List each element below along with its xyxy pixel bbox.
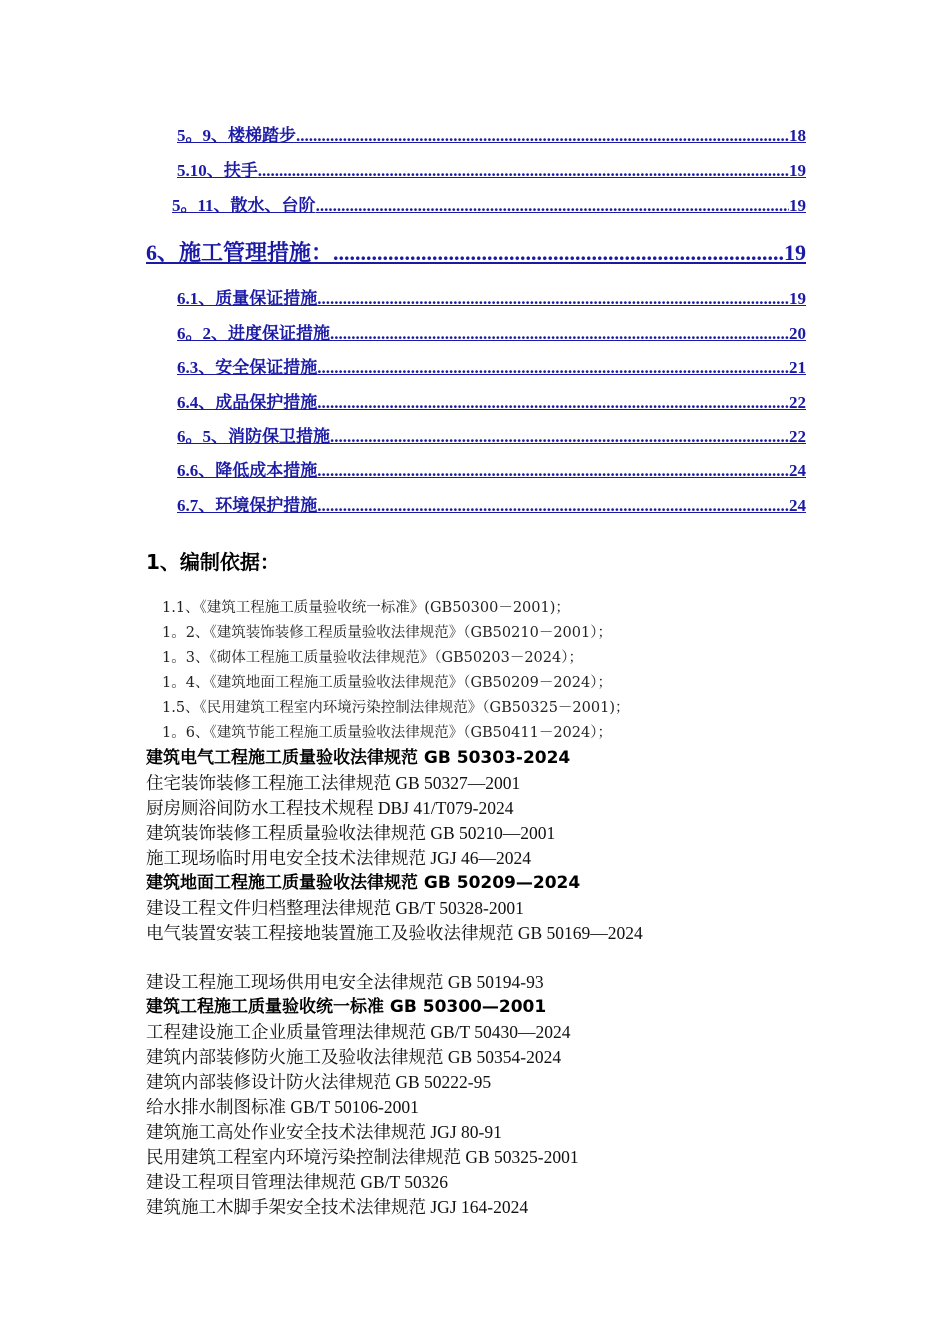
toc-entry-label: 6、施工管理措施： (146, 240, 334, 265)
toc-entry-label: 5。9、楼梯踏步 (177, 126, 296, 145)
toc-entry-label: 5.10、扶手 (177, 161, 258, 180)
standard-item: 住宅装饰装修工程施工法律规范 GB 50327—2001 (146, 773, 521, 793)
toc-entry-page: 22 (789, 427, 806, 446)
standard-item: 建设工程施工现场供用电安全法律规范 GB 50194-93 (146, 972, 544, 992)
toc-leader-dots (317, 287, 789, 311)
standard-item: 建筑电气工程施工质量验收法律规范 GB 50303-2024 (146, 748, 571, 768)
toc-entry-label: 6.7、环境保护措施 (177, 496, 318, 515)
basis-item: 1。6、《建筑节能工程施工质量验收法律规范》（GB50411－2024）； (162, 725, 612, 741)
standard-item: 施工现场临时用电安全技术法律规范 JGJ 46—2024 (146, 848, 532, 868)
standard-item: 建设工程文件归档整理法律规范 GB/T 50328-2001 (146, 898, 524, 918)
toc-entry-label: 6.3、安全保证措施 (177, 358, 318, 377)
basis-item: 1.1、《建筑工程施工质量验收统一标准》(GB50300－2001)； (162, 600, 570, 616)
toc-leader-dots (296, 124, 789, 148)
toc-leader-dots (317, 494, 789, 518)
standard-item: 民用建筑工程室内环境污染控制法律规范 GB 50325-2001 (146, 1147, 579, 1167)
toc-entry-page: 24 (789, 461, 806, 480)
toc-entry-6-2[interactable] (177, 322, 806, 346)
toc-entry-5-10[interactable] (177, 159, 806, 183)
toc-entry-page: 18 (789, 126, 806, 145)
standard-item: 给水排水制图标准 GB/T 50106-2001 (146, 1097, 419, 1117)
toc-entry-label: 6。5、消防保卫措施 (177, 427, 330, 446)
basis-item: 1。2、《建筑装饰装修工程质量验收法律规范》（GB50210－2001）； (162, 625, 612, 641)
toc-entry-page: 20 (789, 324, 806, 343)
standard-item: 建筑装饰装修工程质量验收法律规范 GB 50210—2001 (146, 823, 556, 843)
toc-entry-page: 21 (789, 358, 806, 377)
standard-item: 建设工程项目管理法律规范 GB/T 50326 (146, 1172, 449, 1192)
toc-entry-page: 19 (789, 196, 806, 215)
basis-item: 1.5、《民用建筑工程室内环境污染控制法律规范》（GB50325－2001)； (162, 700, 630, 716)
toc-entry-page: 22 (789, 393, 806, 412)
toc-leader-dots (316, 194, 789, 218)
toc-entry-6-3[interactable] (177, 356, 806, 380)
toc-entry-5-9[interactable] (177, 124, 806, 148)
section-heading: 1、编制依据： (146, 550, 280, 574)
toc-leader-dots (333, 237, 784, 269)
standard-item: 工程建设施工企业质量管理法律规范 GB/T 50430—2024 (146, 1022, 571, 1042)
toc-leader-dots (317, 356, 789, 380)
toc-entry-label: 6.4、成品保护措施 (177, 393, 318, 412)
toc-leader-dots (330, 322, 789, 346)
standard-item: 电气装置安装工程接地装置施工及验收法律规范 GB 50169—2024 (146, 923, 643, 943)
standard-item: 建筑施工木脚手架安全技术法律规范 JGJ 164-2024 (146, 1197, 529, 1217)
toc-entry-page: 19 (789, 161, 806, 180)
toc-entry-label: 5。11、散水、台阶 (172, 196, 316, 215)
toc-leader-dots (317, 391, 789, 415)
toc-entry-6-4[interactable] (177, 391, 806, 415)
standard-item: 建筑施工高处作业安全技术法律规范 JGJ 80-91 (146, 1122, 502, 1142)
toc-entry-page: 19 (789, 289, 806, 308)
toc-leader-dots (258, 159, 789, 183)
toc-entry-page: 19 (784, 240, 806, 265)
toc-entry-6-6[interactable] (177, 459, 806, 483)
toc-entry-6-1[interactable] (177, 287, 806, 311)
basis-item: 1。3、《砌体工程施工质量验收法律规范》（GB50203－2024）； (162, 650, 583, 666)
toc-entry-6[interactable] (146, 237, 806, 269)
standard-item: 建筑地面工程施工质量验收法律规范 GB 50209—2024 (146, 873, 581, 893)
standard-item: 建筑内部装修防火施工及验收法律规范 GB 50354-2024 (146, 1047, 562, 1067)
toc-entry-label: 6.1、质量保证措施 (177, 289, 318, 308)
toc-leader-dots (317, 459, 789, 483)
toc-entry-5-11[interactable] (172, 194, 806, 218)
toc-entry-6-7[interactable] (177, 494, 806, 518)
basis-item: 1。4、《建筑地面工程施工质量验收法律规范》（GB50209－2024）； (162, 675, 612, 691)
toc-entry-6-5[interactable] (177, 425, 806, 449)
standard-item: 建筑内部装修设计防火法律规范 GB 50222-95 (146, 1072, 492, 1092)
toc-entry-page: 24 (789, 496, 806, 515)
toc-entry-label: 6.6、降低成本措施 (177, 461, 318, 480)
standard-item: 厨房厕浴间防水工程技术规程 DBJ 41/T079-2024 (146, 798, 514, 818)
standard-item: 建筑工程施工质量验收统一标准 GB 50300—2001 (146, 997, 547, 1017)
toc-entry-label: 6。2、进度保证措施 (177, 324, 330, 343)
toc-leader-dots (330, 425, 789, 449)
